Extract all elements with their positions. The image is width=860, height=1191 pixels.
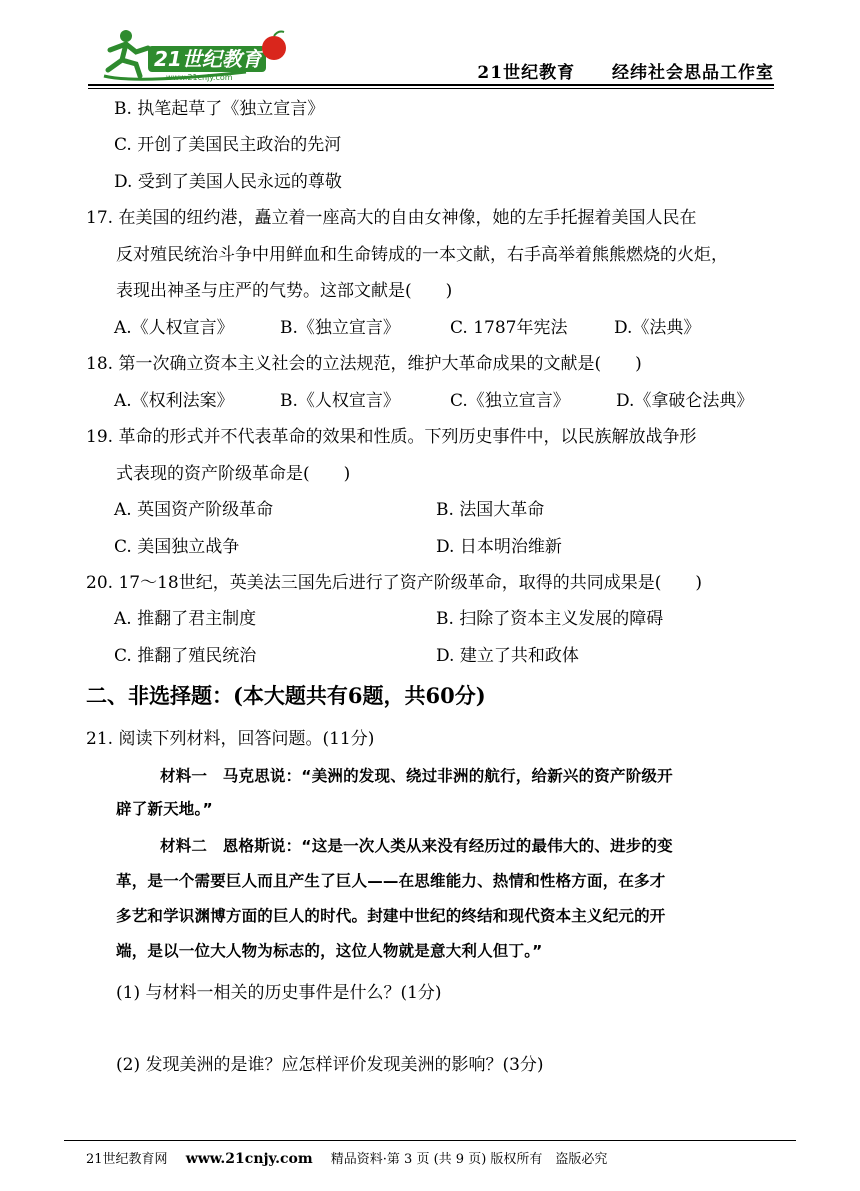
- q18-option-a: A.《权利法案》: [114, 391, 234, 411]
- q21-material1-line-2: 辟了新天地。”: [116, 800, 213, 818]
- q20-option-b: B. 扫除了资本主义发展的障碍: [436, 609, 664, 629]
- q21-subquestion-2: (2) 发现美洲的是谁？应怎样评价发现美洲的影响？(3分): [116, 1055, 544, 1075]
- q21-material1-line-1: 材料一 马克思说：“美洲的发现、绕过非洲的航行，给新兴的资产阶级开: [160, 767, 673, 785]
- q19-option-a: A. 英国资产阶级革命: [114, 500, 274, 520]
- q21-material2-line-1: 材料二 恩格斯说：“这是一次人类从来没有经历过的最伟大的、进步的变: [160, 837, 673, 855]
- q19-options-row-2: [114, 532, 754, 557]
- q19-options-row-1: [114, 495, 754, 520]
- q17-stem-line-2: 反对殖民统治斗争中用鲜血和生命铸成的一本文献，右手高举着熊熊燃烧的火炬，: [116, 245, 728, 265]
- q18-option-c: C.《独立宣言》: [450, 391, 570, 411]
- q20-option-d: D. 建立了共和政体: [436, 646, 579, 666]
- footer-site-name: 21世纪教育网: [86, 1152, 168, 1167]
- page-header: [0, 0, 860, 92]
- q18-option-d: D.《拿破仑法典》: [616, 391, 754, 411]
- q17-option-a: A.《人权宣言》: [114, 318, 234, 338]
- q21-material2-line-3: 多艺和学识渊博方面的巨人的时代。封建中世纪的终结和现代资本主义纪元的开: [116, 907, 666, 925]
- q19-option-d: D. 日本明治维新: [436, 537, 562, 557]
- q18-option-b: B.《人权宣言》: [280, 391, 400, 411]
- q21-intro: 21. 阅读下列材料，回答问题。(11分): [86, 729, 375, 749]
- q17-options: [114, 313, 700, 338]
- svg-text:21世纪教育: 21世纪教育: [154, 47, 262, 71]
- q17-stem-line-3: 表现出神圣与庄严的气势。这部文献是( ): [116, 281, 453, 301]
- q21-material2-line-2: 革，是一个需要巨人而且产生了巨人——在思维能力、热情和性格方面，在多才: [116, 872, 666, 890]
- q17-stem-line-1: 17. 在美国的纽约港，矗立着一座高大的自由女神像，她的左手托握着美国人民在: [86, 208, 697, 228]
- q19-option-c: C. 美国独立战争: [114, 537, 240, 557]
- header-title: [477, 58, 774, 83]
- q20-stem: 20. 17～18世纪，英美法三国先后进行了资产阶级革命，取得的共同成果是( ): [86, 573, 702, 593]
- header-studio: 经纬社会思品工作室: [612, 63, 774, 83]
- footer-url: www.21cnjy.com: [185, 1151, 313, 1167]
- q20-option-c: C. 推翻了殖民统治: [114, 646, 257, 666]
- q16-option-b: B. 执笔起草了《独立宣言》: [114, 99, 325, 119]
- q19-option-b: B. 法国大革命: [436, 500, 545, 520]
- q18-options: [114, 386, 753, 411]
- footer-text: [86, 1148, 607, 1167]
- site-logo: [96, 26, 296, 82]
- header-org: 21世纪教育: [477, 63, 576, 83]
- q18-stem: 18. 第一次确立资本主义社会的立法规范，维护大革命成果的文献是( ): [86, 354, 642, 374]
- svg-text:www.21cnjy.com: www.21cnjy.com: [166, 73, 233, 82]
- q17-option-d: D.《法典》: [614, 318, 701, 338]
- q17-option-c: C. 1787年宪法: [450, 318, 568, 338]
- footer-rule: [64, 1140, 796, 1141]
- header-rule: [88, 84, 774, 86]
- q16-option-d: D. 受到了美国人民永远的尊敬: [114, 172, 342, 192]
- q16-option-c: C. 开创了美国民主政治的先河: [114, 135, 342, 155]
- q20-options-row-1: [114, 604, 754, 629]
- q19-stem-line-2: 式表现的资产阶级革命是( ): [116, 464, 351, 484]
- header-rule-thin: [88, 88, 774, 89]
- q20-options-row-2: [114, 641, 754, 666]
- page-footer: [0, 1140, 860, 1170]
- q19-stem-line-1: 19. 革命的形式并不代表革命的效果和性质。下列历史事件中，以民族解放战争形: [86, 427, 697, 447]
- q17-option-b: B.《独立宣言》: [280, 318, 400, 338]
- q20-option-a: A. 推翻了君主制度: [114, 609, 257, 629]
- q21-subquestion-1: (1) 与材料一相关的历史事件是什么？(1分): [116, 983, 442, 1003]
- footer-info: 精品资料·第 3 页 (共 9 页) 版权所有 盗版必究: [330, 1152, 608, 1167]
- q21-material2-line-4: 端，是以一位大人物为标志的，这位人物就是意大利人但丁。”: [116, 942, 543, 960]
- section-2-title: 二、非选择题：(本大题共有6题，共60分): [86, 683, 486, 708]
